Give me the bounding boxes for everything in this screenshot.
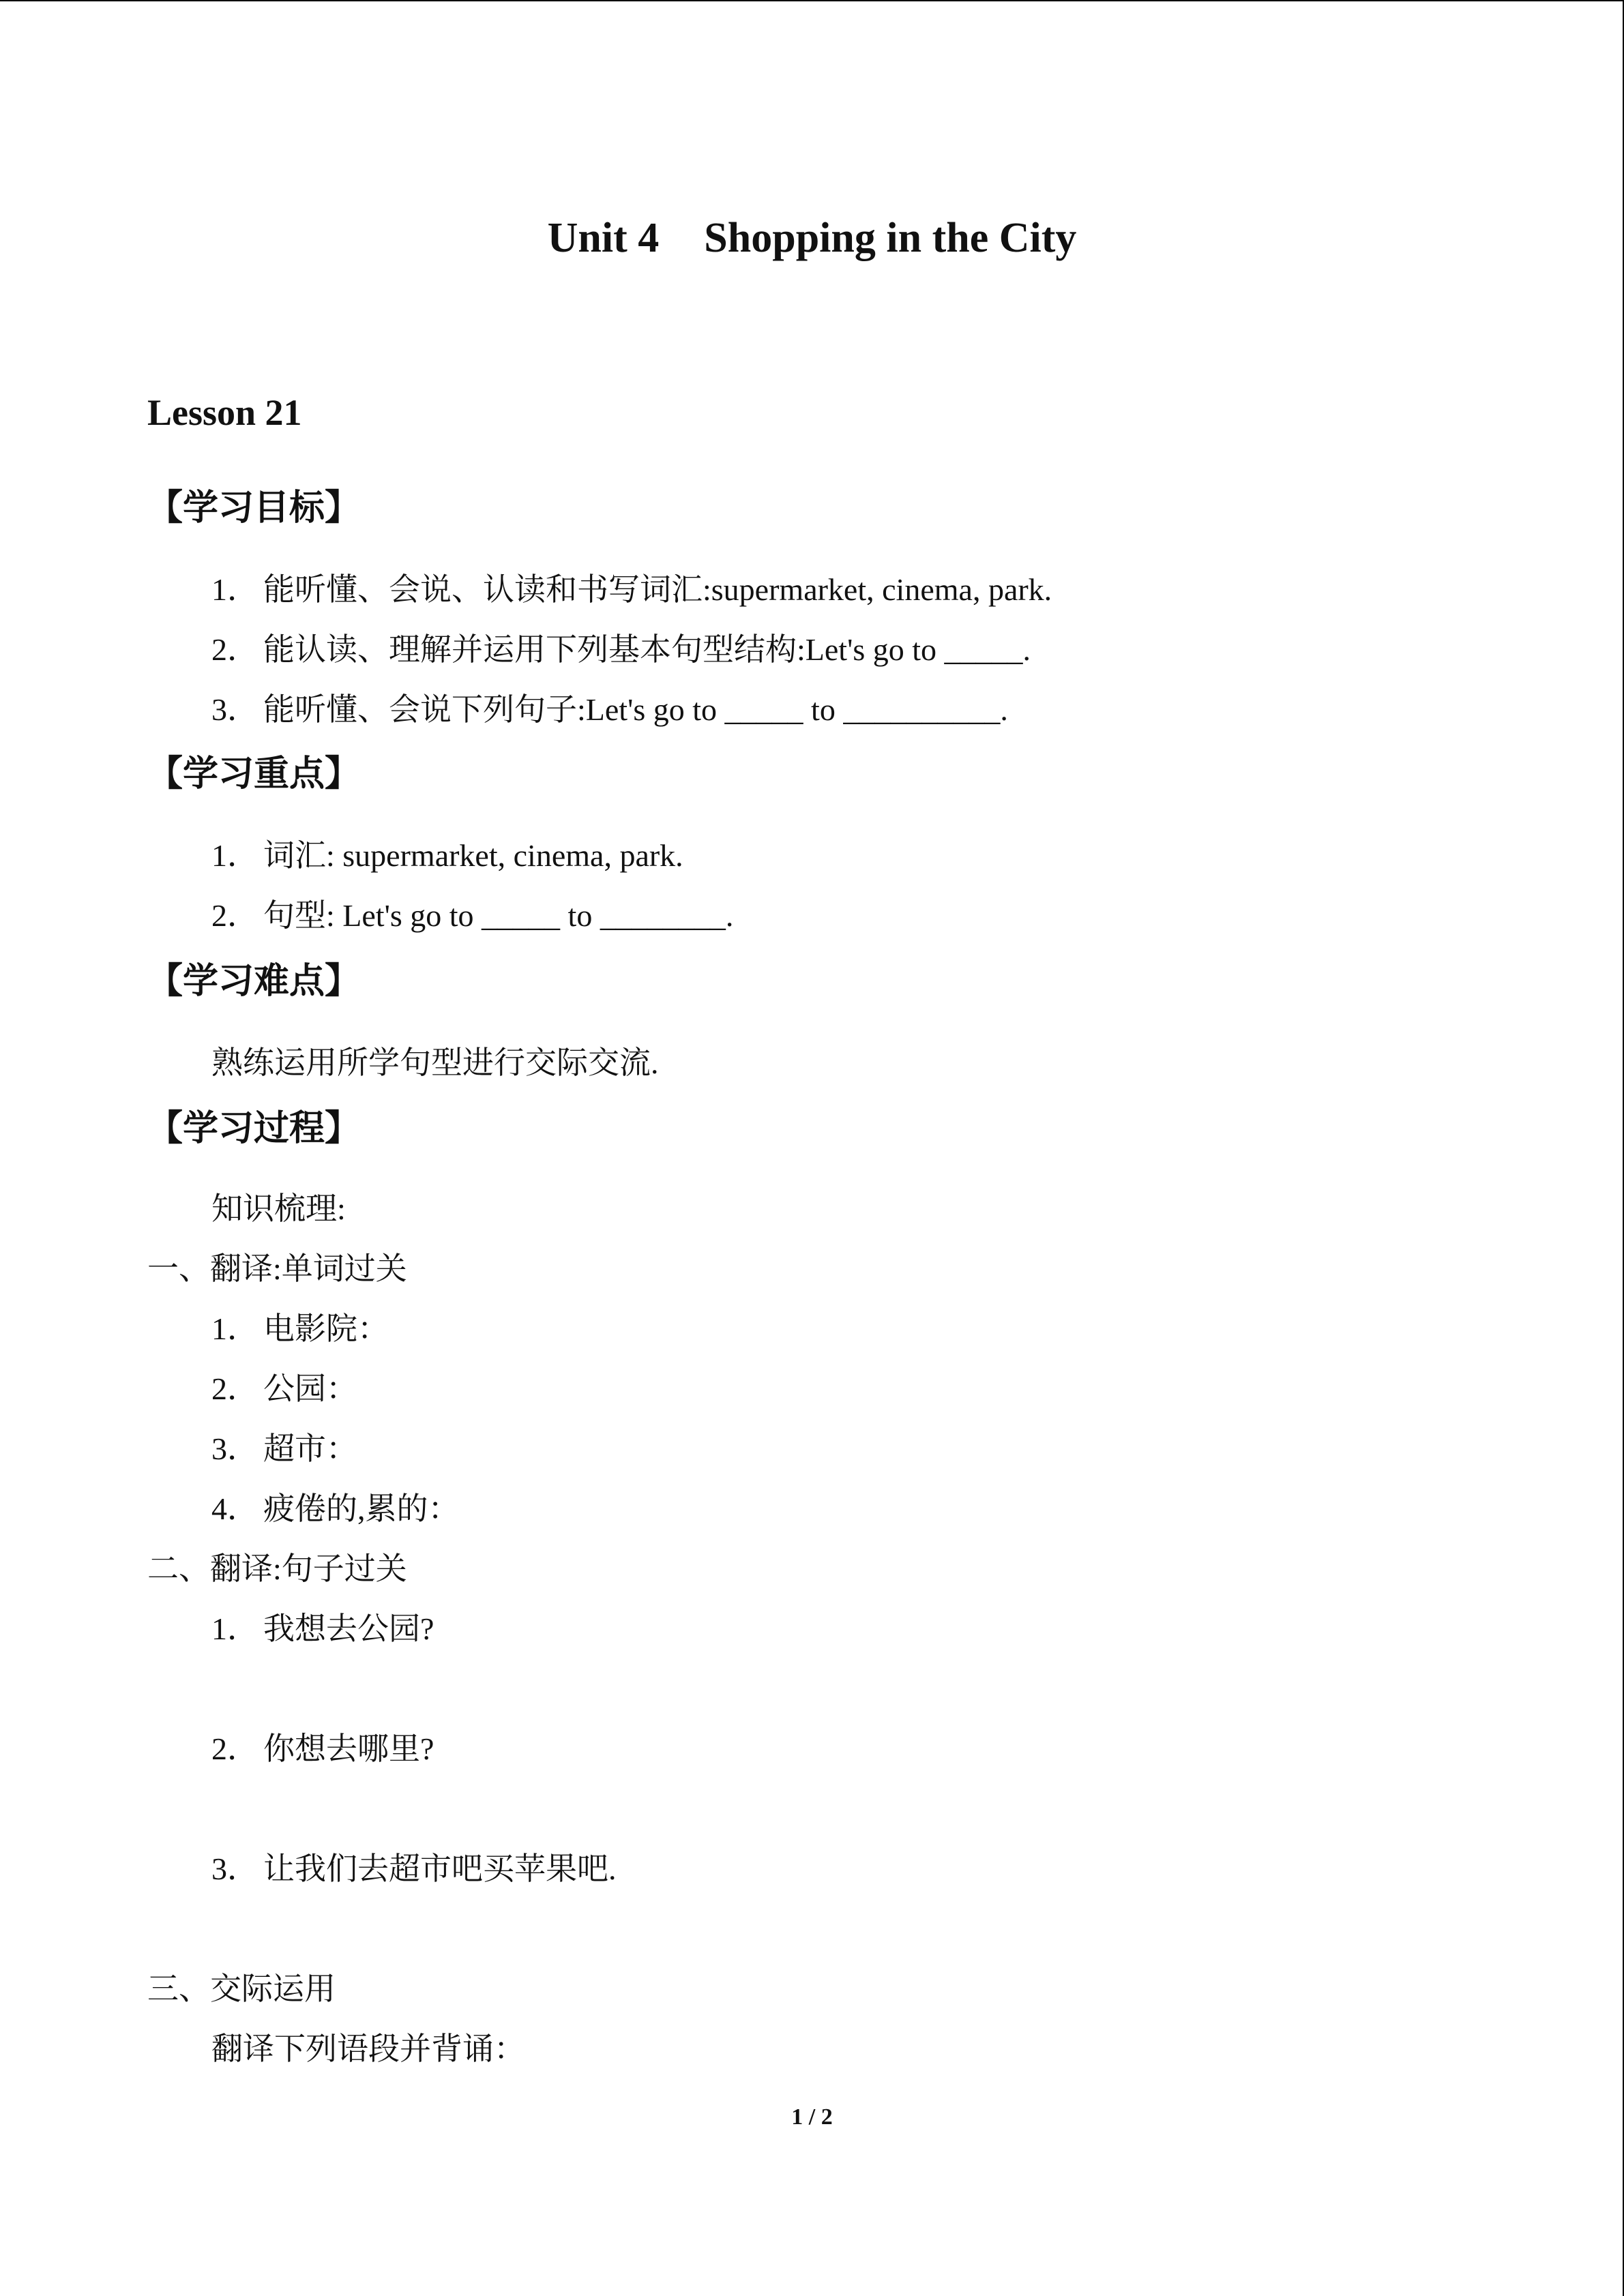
unit-number: Unit 4 bbox=[547, 215, 660, 261]
process-heading: 【学习过程】 bbox=[147, 1108, 361, 1149]
key-point-item: 2． 句型: Let's go to _____ to ________. bbox=[211, 898, 734, 933]
sentence-item: 1． 我想去公园? bbox=[211, 1611, 434, 1646]
difficulties-text: 熟练运用所学句型进行交际交流. bbox=[211, 1045, 659, 1080]
section-1-title: 一、翻译:单词过关 bbox=[147, 1251, 407, 1286]
page-title bbox=[0, 214, 1624, 263]
objectives-heading: 【学习目标】 bbox=[147, 488, 361, 528]
key-points-heading: 【学习重点】 bbox=[147, 754, 361, 794]
section-3-instruction: 翻译下列语段并背诵： bbox=[211, 2031, 525, 2066]
section-2-title: 二、翻译:句子过关 bbox=[147, 1551, 407, 1586]
sentence-item: 3． 让我们去超市吧买苹果吧. bbox=[211, 1851, 617, 1886]
sentence-item: 2． 你想去哪里? bbox=[211, 1731, 434, 1766]
vocab-item: 4． 疲倦的,累的： bbox=[211, 1491, 460, 1526]
objective-item: 2． 能认读、理解并运用下列基本句型结构:Let's go to _____. bbox=[211, 632, 1031, 667]
section-3-title: 三、交际运用 bbox=[147, 1971, 336, 2006]
vocab-item: 1． 电影院： bbox=[211, 1311, 389, 1346]
vocab-item: 3． 超市： bbox=[211, 1431, 357, 1466]
process-intro: 知识梳理: bbox=[211, 1191, 346, 1226]
difficulties-heading: 【学习难点】 bbox=[147, 961, 361, 1002]
vocab-item: 2． 公园： bbox=[211, 1371, 357, 1406]
page-number: 1 / 2 bbox=[791, 2104, 833, 2130]
unit-name: Shopping in the City bbox=[704, 215, 1077, 261]
key-point-item: 1． 词汇: supermarket, cinema, park. bbox=[211, 838, 683, 873]
objective-item: 1． 能听懂、会说、认读和书写词汇:supermarket, cinema, park. bbox=[211, 572, 1052, 607]
lesson-heading: Lesson 21 bbox=[147, 392, 302, 433]
objective-item: 3． 能听懂、会说下列句子:Let's go to _____ to __________. bbox=[211, 692, 1008, 727]
